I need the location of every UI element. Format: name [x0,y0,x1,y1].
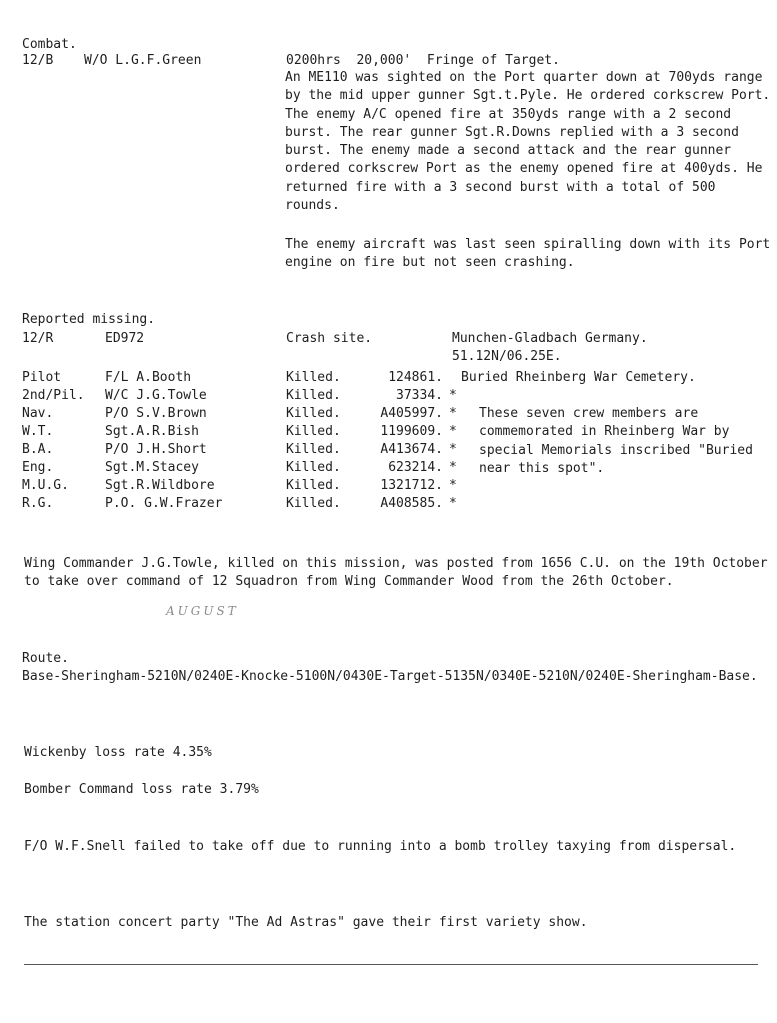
crew-memorial-mark: * [449,460,457,475]
crew-name: W/C J.G.Towle [105,388,207,403]
bomber-command-loss-rate: Bomber Command loss rate 3.79% [24,782,259,797]
crew-name: P.O. G.W.Frazer [105,496,223,511]
missing-squadron: 12/R [22,331,54,346]
crew-role: B.A. [22,442,54,457]
crew-service-number: A405997. [380,406,443,421]
crew-service-number: 623214. [388,460,443,475]
crew-memorial-mark: * [449,478,457,493]
crew-status: Killed. [286,406,341,421]
crew-status: Killed. [286,388,341,403]
crew-status: Killed. [286,424,341,439]
crew-name: Sgt.M.Stacey [105,460,199,475]
crew-status: Killed. [286,478,341,493]
bottom-rule [24,964,758,965]
crew-role: 2nd/Pil. [22,388,85,403]
pilot-burial: Buried Rheinberg War Cemetery. [461,370,696,385]
towle-note: Wing Commander J.G.Towle, killed on this mission, was posted from 1656 C.U. on the 19th October to take over command of 12 Squadron from Wing Commander Wood from the 26th October. [24,556,768,589]
combat-heading: Combat. [22,37,77,52]
crash-site-coords: 51.12N/06.25E. [452,349,562,364]
crew-memorial-mark: * [449,424,457,439]
crew-name: Sgt.R.Wildbore [105,478,215,493]
crew-role: Pilot [22,370,62,385]
crew-memorial-mark: * [449,388,457,403]
crash-site-label: Crash site. [286,331,373,346]
crew-service-number: A413674. [380,442,443,457]
missing-heading: Reported missing. [22,312,156,327]
crew-status: Killed. [286,370,341,385]
crew-service-number: 37334. [396,388,443,403]
concert-note: The station concert party "The Ad Astras" gave their first variety show. [24,915,588,930]
handwritten-correction: AUGUST [166,604,239,618]
crew-status: Killed. [286,496,341,511]
crew-memorial-mark: * [449,496,457,511]
crew-service-number: 1199609. [380,424,443,439]
crew-role: Nav. [22,406,54,421]
crew-role: M.U.G. [22,478,69,493]
crew-service-number: A408585. [380,496,443,511]
crew-role: R.G. [22,496,54,511]
crew-name: F/L A.Booth [105,370,192,385]
crash-site-place: Munchen-Gladbach Germany. [452,331,648,346]
crew-name: Sgt.A.R.Bish [105,424,199,439]
crew-memorial-mark: * [449,406,457,421]
route-text: Base-Sheringham-5210N/0240E-Knocke-5100N/0430E-Target-5135N/0340E-5210N/0240E-Sheringham-Base. [22,669,758,684]
crew-name: P/O J.H.Short [105,442,207,457]
crew-status: Killed. [286,460,341,475]
crew-status: Killed. [286,442,341,457]
combat-outcome: The enemy aircraft was last seen spiralling down with its Port engine on fire but not seen crashing. [285,237,771,271]
combat-crew: W/O L.G.F.Green [84,53,202,68]
crew-service-number: 1321712. [380,478,443,493]
combat-time-header: 0200hrs 20,000' Fringe of Target. [286,53,560,68]
crew-name: P/O S.V.Brown [105,406,207,421]
wickenby-loss-rate: Wickenby loss rate 4.35% [24,745,212,760]
crew-role: Eng. [22,460,54,475]
route-heading: Route. [22,651,69,666]
memorial-note: These seven crew members are commemorated in Rheinberg War by special Memorials inscribed "Buried near this spot". [479,406,753,476]
combat-narrative: An ME110 was sighted on the Port quarter down at 700yds range by the mid upper gunner Sgt.t.Pyle. He ordered corkscrew Port. The enemy A/C opened fire at 350yds range with a 2 second burst. The rear gunner Sgt.R.Downs replied with a 3 second burst. The enemy made a second attack and the rear gunner ordered corkscrew Port as the enemy opened fire at 400yds. He returned fire with a 3 second burst with a total of 500 rounds. [285,70,771,214]
combat-squadron: 12/B [22,53,54,68]
snell-note: F/O W.F.Snell failed to take off due to running into a bomb trolley taxying from dispersal. [24,839,737,854]
crew-role: W.T. [22,424,54,439]
crew-memorial-mark: * [449,442,457,457]
missing-aircraft: ED972 [105,331,145,346]
crew-service-number: 124861. [388,370,443,385]
